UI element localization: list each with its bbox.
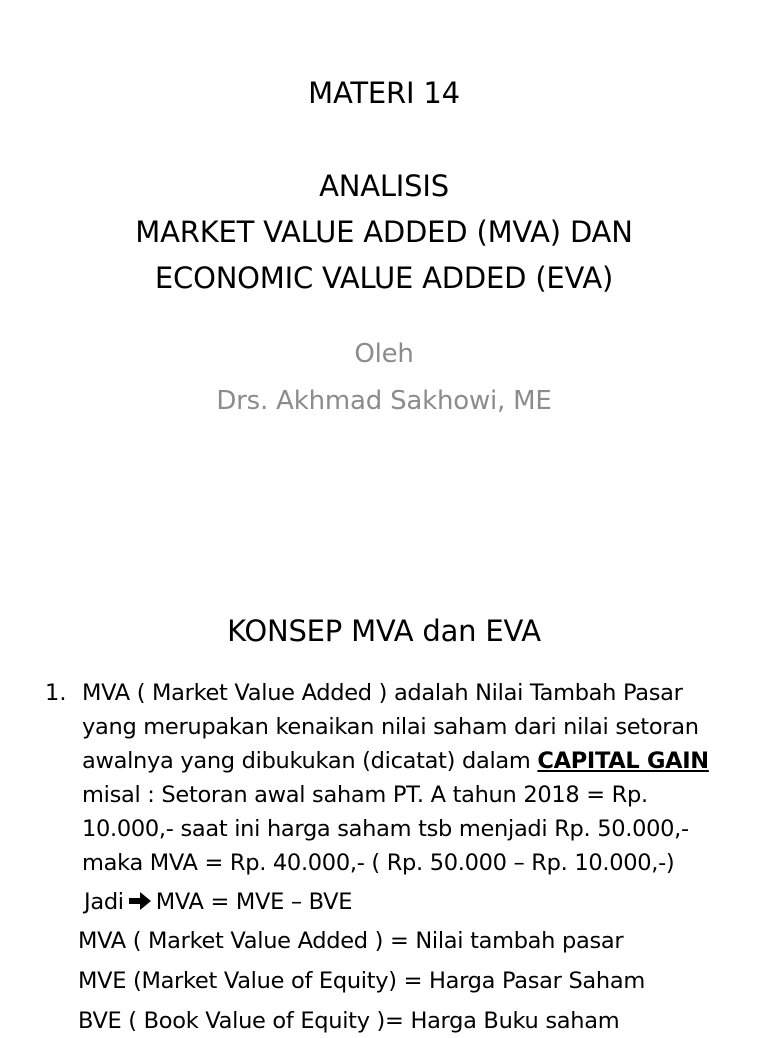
- slide-title-eva: ECONOMIC VALUE ADDED (EVA): [154, 261, 614, 295]
- body-line-3: [82, 744, 709, 778]
- author-prefix: Oleh: [354, 339, 414, 369]
- author-name: Drs. Akhmad Sakhowi, ME: [216, 386, 552, 416]
- body-line-7: [84, 885, 352, 919]
- slide-title-mva: MARKET VALUE ADDED (MVA) DAN: [135, 215, 633, 249]
- body-line-3-text: awalnya yang dibukukan (dicatat) dalam: [82, 748, 538, 774]
- jadi-label: Jadi: [84, 889, 124, 915]
- capital-gain-emphasis: CAPITAL GAIN: [537, 748, 709, 774]
- body-line-4: misal : Setoran awal saham PT. A tahun 2018 = Rp.: [82, 782, 648, 808]
- body-line-9: MVE (Market Value of Equity) = Harga Pasar Saham: [78, 968, 645, 994]
- right-arrow-icon: [128, 891, 152, 911]
- mva-formula: MVA = MVE – BVE: [155, 889, 353, 915]
- body-line-5: 10.000,- saat ini harga saham tsb menjadi Rp. 50.000,-: [82, 816, 689, 842]
- slide2-title: KONSEP MVA dan EVA: [227, 614, 541, 648]
- body-line-8: MVA ( Market Value Added ) = Nilai tambah pasar: [78, 928, 624, 954]
- body-line-1: MVA ( Market Value Added ) adalah Nilai Tambah Pasar: [82, 680, 683, 706]
- body-line-10: BVE ( Book Value of Equity )= Harga Buku saham: [78, 1008, 620, 1034]
- body-line-2: yang merupakan kenaikan nilai saham dari nilai setoran: [82, 714, 699, 740]
- list-number: 1.: [45, 680, 67, 706]
- body-line-6: maka MVA = Rp. 40.000,- ( Rp. 50.000 – Rp. 10.000,-): [82, 850, 675, 876]
- slide-title-analisis: ANALISIS: [319, 169, 449, 203]
- slide-title-materi: MATERI 14: [308, 76, 460, 110]
